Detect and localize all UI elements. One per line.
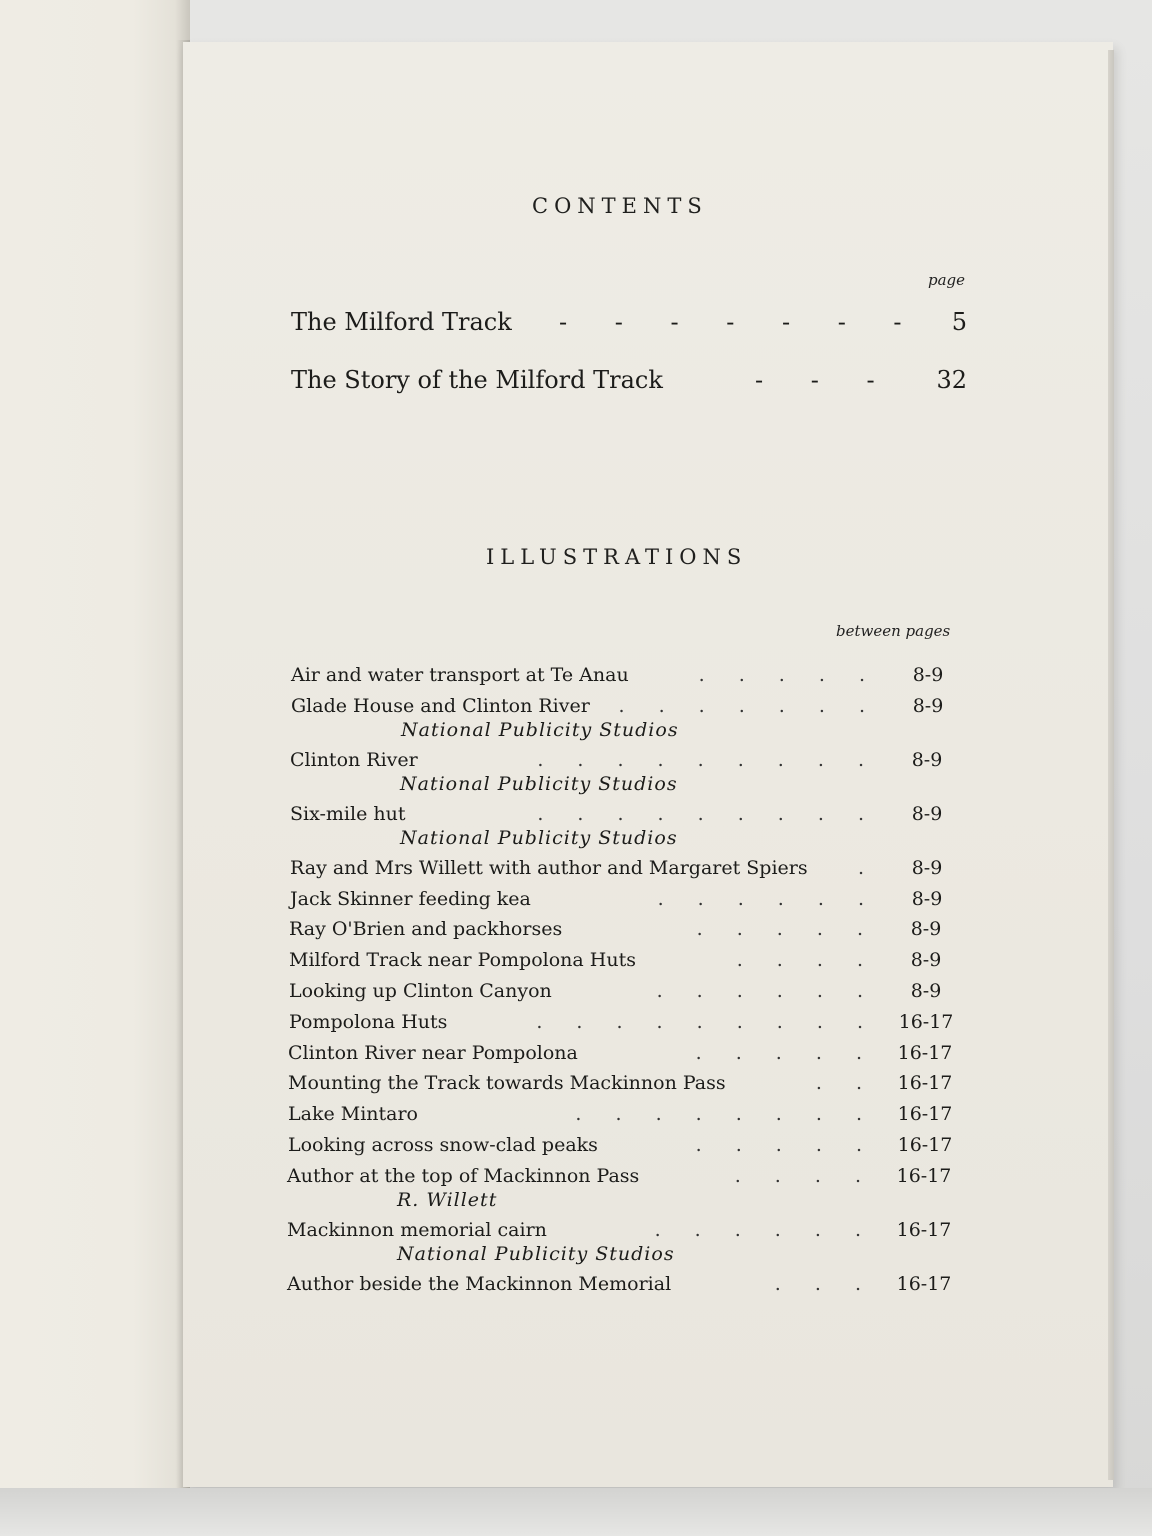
illustration-pages: 8-9 xyxy=(911,856,943,879)
illustration-pages: 16-17 xyxy=(898,1010,954,1033)
illustration-entry xyxy=(289,980,961,1008)
illustration-entry xyxy=(287,1164,959,1211)
illustration-pages: 8-9 xyxy=(912,694,944,717)
contents-entry-title: The Story of the Milford Track xyxy=(291,366,663,394)
illustration-entry xyxy=(291,664,963,692)
illustration-credit: National Publicity Studios xyxy=(401,718,679,741)
illustration-credit: National Publicity Studios xyxy=(400,772,678,795)
illustration-leader: . . . . . . . . xyxy=(575,1103,862,1126)
contents-column-label: page xyxy=(928,271,966,289)
illustration-pages: 8-9 xyxy=(911,802,943,825)
illustration-pages: 8-9 xyxy=(911,748,943,771)
illustration-leader: . . . . . . . xyxy=(618,694,865,717)
illustration-title: Air and water transport at Te Anau xyxy=(291,664,629,686)
illustration-title: Looking across snow-clad peaks xyxy=(288,1134,598,1156)
illustration-entry xyxy=(287,1218,959,1265)
illustration-pages: 8-9 xyxy=(912,664,944,686)
illustration-leader: . . . . . . . . . xyxy=(537,748,864,771)
illustration-entry xyxy=(289,1011,961,1039)
illustration-entry xyxy=(289,949,961,977)
illustration-title: Milford Track near Pompolona Huts xyxy=(289,949,636,972)
illustration-credit: R. Willett xyxy=(397,1188,498,1211)
illustration-pages: 16-17 xyxy=(897,1134,953,1156)
illustration-entry xyxy=(290,857,962,885)
illustration-title: Six-mile hut xyxy=(290,802,406,825)
illustration-leader: . . . . xyxy=(734,1164,861,1187)
illustration-title: Looking up Clinton Canyon xyxy=(289,980,552,1002)
contents-entry-page: 5 xyxy=(951,308,967,336)
illustration-title: Mounting the Track towards Mackinnon Pass xyxy=(288,1072,726,1095)
illustration-credit: National Publicity Studios xyxy=(397,1242,675,1265)
illustration-pages: 8-9 xyxy=(910,918,942,941)
illustration-leader: . . xyxy=(815,1072,862,1095)
illustration-entry xyxy=(290,802,962,849)
illustration-entry xyxy=(288,1042,960,1070)
illustration-title: Pompolona Huts xyxy=(289,1010,448,1033)
contents-entry xyxy=(291,366,971,406)
illustration-entry xyxy=(288,1134,960,1162)
illustration-leader: . xyxy=(857,856,864,879)
illustration-entry xyxy=(291,694,963,741)
illustration-leader: . . . . . . xyxy=(657,887,864,910)
illustration-title: Lake Mintaro xyxy=(288,1103,418,1126)
illustration-pages: 16-17 xyxy=(897,1103,953,1126)
illustrations-column-label: between pages xyxy=(836,622,951,640)
illustration-title: Clinton River near Pompolona xyxy=(288,1041,578,1064)
illustration-entry xyxy=(289,918,961,946)
illustration-leader: . . . . . xyxy=(695,1134,862,1156)
page-edge xyxy=(1108,50,1114,1480)
illustration-pages: 16-17 xyxy=(896,1218,952,1241)
illustration-leader: . . . . . . . . . xyxy=(536,1010,863,1033)
illustration-pages: 8-9 xyxy=(910,949,942,972)
illustration-pages: 8-9 xyxy=(910,980,942,1002)
illustration-entry xyxy=(288,1103,960,1131)
illustration-title: Author at the top of Mackinnon Pass xyxy=(287,1164,640,1187)
illustration-pages: 16-17 xyxy=(897,1041,953,1064)
contents-entry xyxy=(291,308,971,348)
illustration-entry xyxy=(290,748,962,795)
illustration-leader: . . . . . xyxy=(698,664,865,686)
illustrations-heading: ILLUSTRATIONS xyxy=(486,545,748,569)
illustration-title: Ray O'Brien and packhorses xyxy=(289,918,563,941)
illustration-leader: . . . . . . xyxy=(654,1218,861,1241)
illustration-leader: . . . . xyxy=(736,949,863,972)
illustration-leader: . . . . . xyxy=(695,1041,862,1064)
illustration-pages: 8-9 xyxy=(911,887,943,910)
illustration-entry xyxy=(287,1273,959,1301)
table-surface xyxy=(0,1488,1152,1536)
illustration-leader: . . . . . . xyxy=(656,980,863,1002)
left-page xyxy=(0,0,190,1536)
illustration-title: Clinton River xyxy=(290,748,418,771)
illustration-leader: . . . . . xyxy=(696,918,863,941)
illustration-pages: 16-17 xyxy=(896,1272,952,1295)
illustration-title: Ray and Mrs Willett with author and Margaret Spiers xyxy=(290,856,808,879)
illustration-title: Glade House and Clinton River xyxy=(291,694,590,717)
illustration-title: Author beside the Mackinnon Memorial xyxy=(287,1272,672,1295)
illustration-entry xyxy=(290,888,962,916)
contents-entry-leader: - - - - - - - xyxy=(559,308,902,336)
contents-heading: CONTENTS xyxy=(532,194,708,218)
illustration-title: Mackinnon memorial cairn xyxy=(287,1218,547,1241)
illustration-leader: . . . xyxy=(774,1272,861,1295)
illustration-pages: 16-17 xyxy=(896,1164,952,1187)
illustration-leader: . . . . . . . . . xyxy=(537,802,864,825)
contents-entry-page: 32 xyxy=(936,366,967,394)
illustration-credit: National Publicity Studios xyxy=(400,826,678,849)
illustration-title: Jack Skinner feeding kea xyxy=(290,887,531,910)
contents-entry-leader: - - - xyxy=(755,366,875,394)
illustration-pages: 16-17 xyxy=(897,1072,953,1095)
illustration-entry xyxy=(288,1072,960,1100)
contents-entry-title: The Milford Track xyxy=(291,308,512,336)
